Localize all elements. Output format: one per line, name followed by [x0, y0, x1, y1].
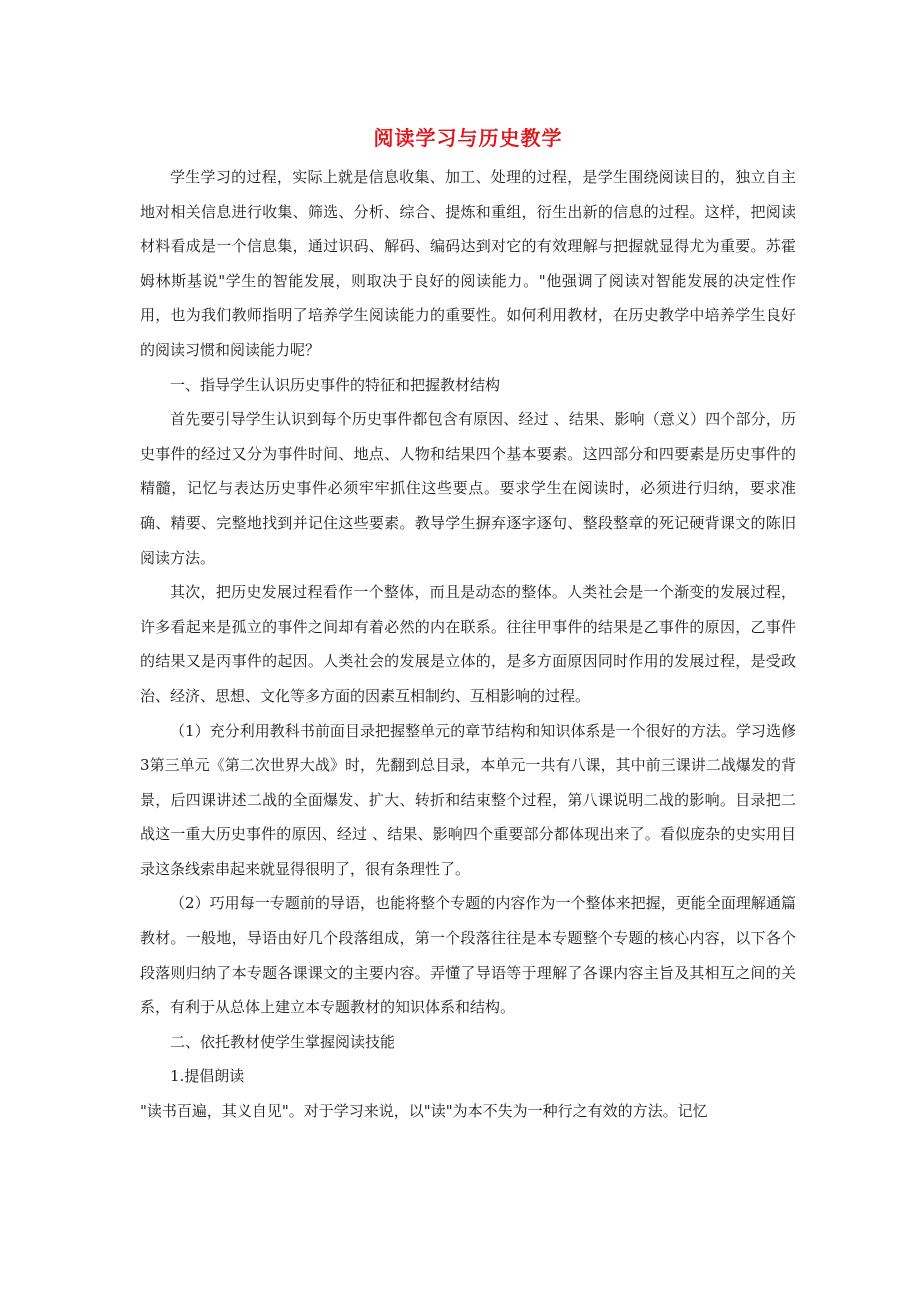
section-heading-2: 二、依托教材使学生掌握阅读技能	[170, 1032, 396, 1051]
body-paragraph: "读书百遍，其义自见"。对于学习来说，以"读"为本不失为一种行之有效的方法。记忆	[140, 1102, 708, 1121]
document-title: 阅读学习与历史教学	[373, 126, 563, 150]
body-paragraph: （1）充分利用教科书前面目录把握整单元的章节结构和知识体系是一个很好的方法。学习选修3第三单元《第二次世界大战》时，先翻到总目录，本单元一共有八课，其中前三课讲二战爆发的背景，后四课讲述二战的全面爆发、扩大、转折和结束整个过程，第八课说明二战的影响。目录把二战这一重大历史事件的原因、经过 、结果、影响四个重要部分都体现出来了。看似庞杂的史实用目录这条线索串起来就显得很明了，很有条理性了。	[140, 721, 796, 878]
intro-paragraph: 学生学习的过程，实际上就是信息收集、加工、处理的过程，是学生围绕阅读目的，独立自主地对相关信息进行收集、筛选、分析、综合、提炼和重组，衍生出新的信息的过程。这样，把阅读材料看成是一个信息集，通过识码、解码、编码达到对它的有效理解与把握就显得尤为重要。苏霍姆林斯基说"学生的智能发展，则取决于良好的阅读能力。"他强调了阅读对智能发展的决定性作用，也为我们教师指明了培养学生阅读能力的重要性。如何利用教材，在历史教学中培养学生良好的阅读习惯和阅读能力呢？	[140, 168, 796, 359]
body-paragraph: 首先要引导学生认识到每个历史事件都包含有原因、经过 、结果、影响（意义）四个部分，历史事件的经过又分为事件时间、地点、人物和结果四个基本要素。这四部分和四要素是历史事件的精髓，记忆与表达历史事件必须牢牢抓住这些要点。要求学生在阅读时，必须进行归纳，要求准确、精要、完整地找到并记住这些要素。教导学生摒弃逐字逐句、整段整章的死记硬背课文的陈旧阅读方法。	[140, 410, 796, 567]
subsection-heading: 1.提倡朗读	[170, 1067, 245, 1086]
body-paragraph: 其次，把历史发展过程看作一个整体，而且是动态的整体。人类社会是一个渐变的发展过程，许多看起来是孤立的事件之间却有着必然的内在联系。往往甲事件的结果是乙事件的原因，乙事件的结果又是丙事件的起因。人类社会的发展是立体的，是多方面原因同时作用的发展过程，是受政治、经济、思想、文化等多方面的因素互相制约、互相影响的过程。	[140, 583, 796, 705]
body-paragraph: （2）巧用每一专题前的导语，也能将整个专题的内容作为一个整体来把握，更能全面理解通篇教材。一般地，导语由好几个段落组成，第一个段落往往是本专题整个专题的核心内容，以下各个段落则归纳了本专题各课课文的主要内容。弄懂了导语等于理解了各课内容主旨及其相互之间的关系，有利于从总体上建立本专题教材的知识体系和结构。	[140, 894, 796, 1017]
section-heading-1: 一、指导学生认识历史事件的特征和把握教材结构	[170, 375, 501, 394]
